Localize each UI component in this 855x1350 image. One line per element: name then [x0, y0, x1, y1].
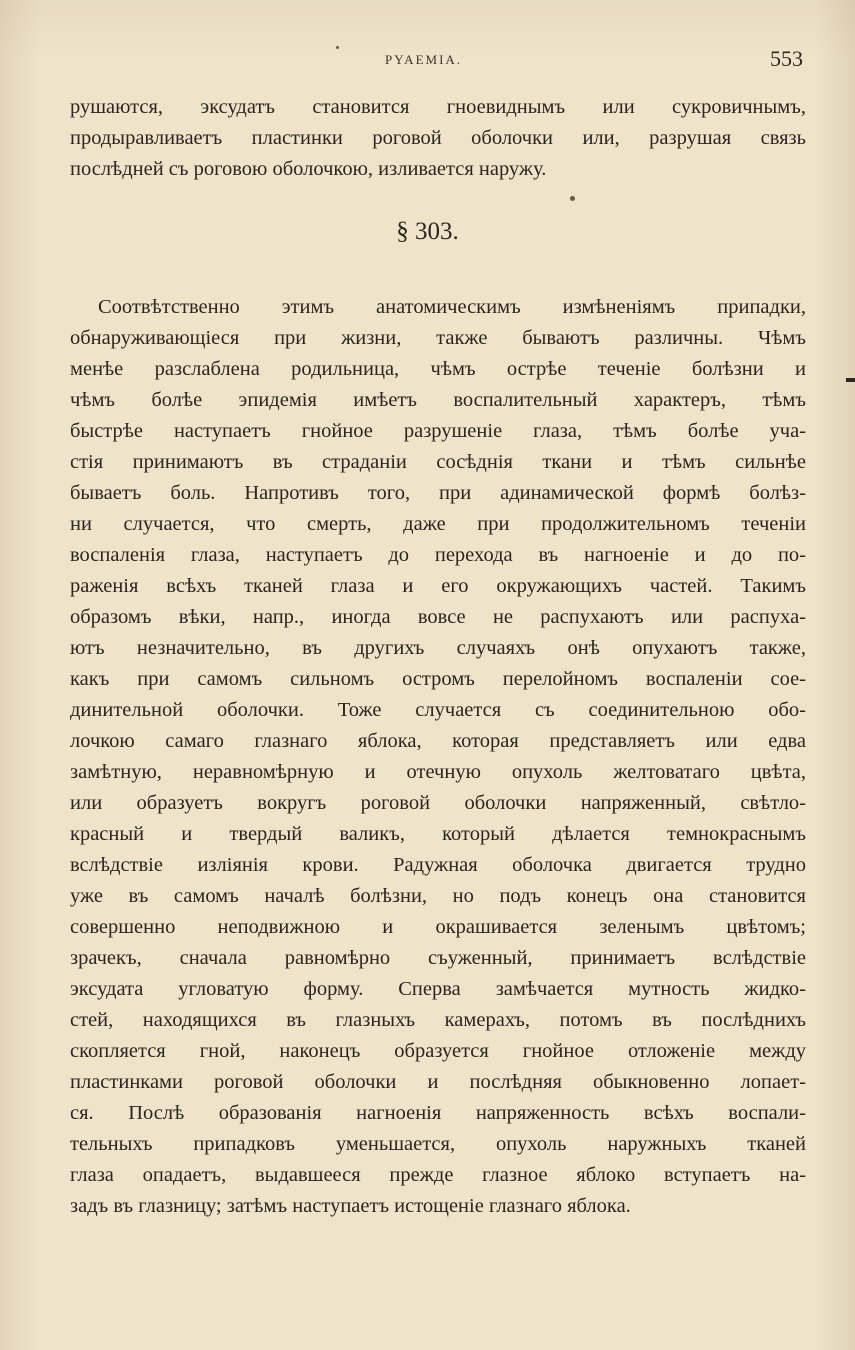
text-line: обнаруживающiеся при жизни, также бываютъ различны. Чѣмъ: [70, 327, 806, 349]
scan-edge-mark: [846, 378, 855, 382]
text-line: лочкою самаго глазнаго яблока, которая представляетъ или едва: [70, 730, 806, 752]
text-line: чѣмъ болѣе эпидемiя имѣетъ воспалительный характеръ, тѣмъ: [70, 389, 806, 411]
section-heading: § 303.: [396, 218, 459, 245]
text-line: тельныхъ припадковъ уменьшается, опухоль наружныхъ тканей: [70, 1133, 806, 1155]
text-line: совершенно неподвижною и окрашивается зеленымъ цвѣтомъ;: [70, 916, 806, 938]
text-line: задъ въ глазницу; затѣмъ наступаетъ истощенiе глазнаго яблока.: [70, 1195, 631, 1217]
text-line: ютъ незначительно, въ другихъ случаяхъ онѣ опухаютъ также,: [70, 637, 806, 659]
text-line: раженiя всѣхъ тканей глаза и его окружающихъ частей. Такимъ: [70, 575, 806, 597]
text-line: вслѣдствiе излiянiя крови. Радужная оболочка двигается трудно: [70, 854, 806, 876]
text-line: бываетъ боль. Напротивъ того, при адинамической формѣ болѣз-: [70, 482, 806, 504]
text-line: какъ при самомъ сильномъ остромъ перелойномъ воспаленiи сое-: [70, 668, 806, 690]
text-line: менѣе разслаблена родильница, чѣмъ острѣе теченiе болѣзни и: [70, 358, 806, 380]
scan-speck: [570, 196, 575, 201]
text-line: воспаленiя глаза, наступаетъ до перехода въ нагноенiе и до по-: [70, 544, 806, 566]
text-line: Соотвѣтственно этимъ анатомическимъ измѣненiямъ припадки,: [98, 296, 806, 318]
text-line: глаза опадаетъ, выдавшееся прежде глазное яблоко вступаетъ на-: [70, 1164, 806, 1186]
text-line: продыравливаетъ пластинки роговой оболочки или, разрушая связь: [70, 127, 806, 149]
text-line: стей, находящихся въ глазныхъ камерахъ, потомъ въ послѣднихъ: [70, 1009, 806, 1031]
scan-speck: [336, 46, 339, 49]
text-line: ни случается, что смерть, даже при продолжительномъ теченiи: [70, 513, 806, 535]
text-line: уже въ самомъ началѣ болѣзни, но подъ конецъ она становится: [70, 885, 806, 907]
page-header: [0, 46, 855, 76]
page-number: 553: [770, 46, 803, 71]
text-line: зрачекъ, сначала равномѣрно съуженный, принимаетъ вслѣдствiе: [70, 947, 806, 969]
text-line: скопляется гной, наконецъ образуется гнойное отложенiе между: [70, 1040, 806, 1062]
text-line: стiя принимаютъ въ страданiи сосѣднiя ткани и тѣмъ сильнѣе: [70, 451, 806, 473]
text-line: динительной оболочки. Тоже случается съ соединительною обо-: [70, 699, 806, 721]
text-line: замѣтную, неравномѣрную и отечную опухоль желтоватаго цвѣта,: [70, 761, 806, 783]
text-line: быстрѣе наступаетъ гнойное разрушенiе глаза, тѣмъ болѣе уча-: [70, 420, 806, 442]
text-line: пластинками роговой оболочки и послѣдняя обыкновенно лопает-: [70, 1071, 806, 1093]
text-line: образомъ вѣки, напр., иногда вовсе не распухаютъ или распуха-: [70, 606, 806, 628]
text-line: красный и твердый валикъ, который дѣлается темнокраснымъ: [70, 823, 806, 845]
text-line: эксудата угловатую форму. Сперва замѣчается мутность жидко-: [70, 978, 806, 1000]
text-line: ся. Послѣ образованiя нагноенiя напряженность всѣхъ воспали-: [70, 1102, 806, 1124]
running-title: PYAEMIA.: [385, 52, 463, 67]
text-line: рушаются, эксудатъ становится гноевиднымъ или сукровичнымъ,: [70, 96, 806, 118]
text-line: послѣдней съ роговою оболочкою, изливается наружу.: [70, 158, 547, 180]
text-line: или образуетъ вокругъ роговой оболочки напряженный, свѣтло-: [70, 792, 806, 814]
